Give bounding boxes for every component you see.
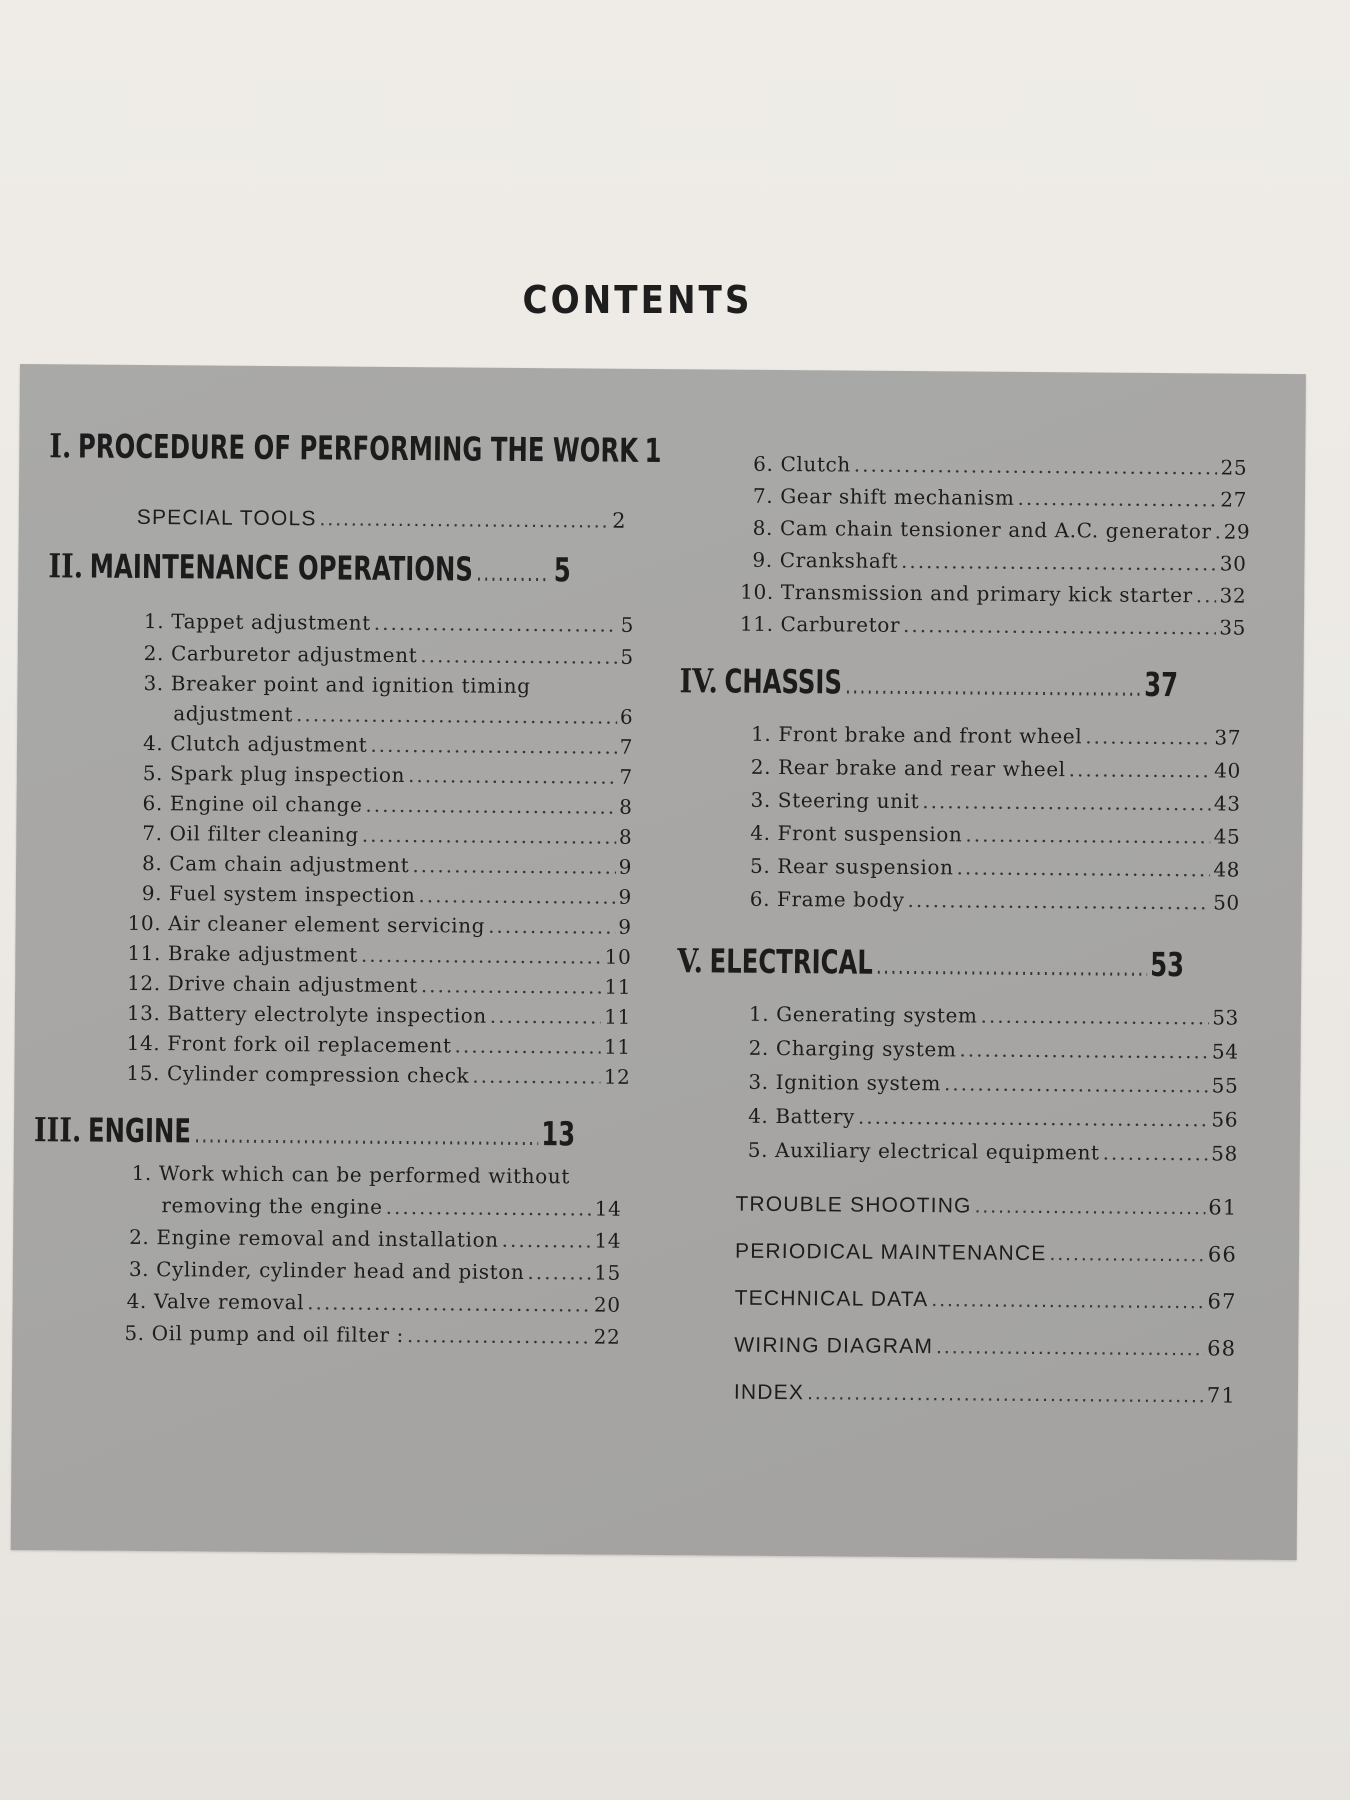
leader-dots: [845, 671, 1141, 701]
entry: [143, 731, 633, 759]
entry: [129, 1257, 621, 1285]
leader-dots: [472, 1064, 601, 1089]
section-title: ENGINE: [87, 1110, 192, 1151]
entry-number: 15.: [126, 1060, 161, 1086]
entry-number: 1.: [143, 608, 165, 634]
entry-page: 37: [1214, 725, 1242, 750]
entry-page: 56: [1211, 1107, 1239, 1132]
entry-page: 67: [1207, 1289, 1237, 1314]
entry: [128, 911, 632, 939]
section-heading-engine: [34, 1110, 575, 1153]
entry-page: 53: [1212, 1005, 1239, 1030]
entry-title: Generating system: [776, 1001, 978, 1028]
leader-dots: [876, 952, 1147, 982]
leader-dots: [296, 702, 617, 729]
entry: [127, 1289, 621, 1317]
entry-page: 40: [1214, 758, 1241, 783]
entry-title: Ignition system: [775, 1069, 942, 1096]
entry: [750, 821, 1240, 849]
leader-dots: [408, 763, 617, 789]
entry-page: 8: [618, 824, 633, 849]
leader-dots: [965, 822, 1210, 848]
leader-dots: [407, 1323, 591, 1348]
leader-dots: [488, 914, 615, 939]
entry-title: Front suspension: [777, 820, 963, 847]
entry-page: 35: [1219, 615, 1247, 640]
entry-number: 13.: [126, 1000, 161, 1026]
entry-page: 11: [604, 974, 632, 999]
entry-page: 25: [1220, 455, 1248, 480]
entry-page: 54: [1211, 1039, 1239, 1064]
entry-number: 11.: [127, 940, 162, 966]
entry: [748, 1104, 1238, 1132]
entry-page: 7: [619, 734, 634, 759]
leader-dots: [807, 1381, 1204, 1408]
entry-number: 11.: [739, 611, 774, 636]
entry-number: 7.: [752, 483, 774, 508]
leader-dots: [502, 1228, 592, 1253]
entry-title: Fuel system inspection: [169, 881, 416, 908]
entry-title: Rear suspension: [777, 853, 954, 880]
entry-number: 14.: [126, 1030, 161, 1056]
entry-title: removing the engine: [161, 1193, 383, 1219]
entry-continuation: [173, 701, 633, 729]
entry-page: 50: [1213, 890, 1240, 915]
section-numeral: I.: [49, 426, 72, 466]
entry-title: SPECIAL TOOLS: [136, 505, 317, 531]
entry-page: 45: [1213, 824, 1241, 849]
entry-page: 7: [619, 764, 633, 789]
entry-title: Tappet adjustment: [171, 609, 371, 635]
entry-page: 30: [1219, 551, 1247, 576]
entry: [127, 941, 631, 969]
leader-dots: [858, 1105, 1209, 1132]
entry-page: 11: [604, 1004, 631, 1029]
entry-number: 7.: [142, 820, 163, 846]
entry-number: 5.: [124, 1320, 145, 1346]
entry-number: 6.: [142, 790, 163, 816]
entry-number: 3.: [750, 787, 771, 812]
entry-number: 8.: [141, 850, 163, 876]
entry-number: 10.: [740, 579, 774, 604]
section-numeral: IV.: [679, 661, 719, 701]
entry: [753, 452, 1247, 480]
entry-title: Spark plug inspection: [169, 761, 406, 788]
entry: [750, 854, 1240, 882]
entry-title: Clutch: [780, 451, 851, 477]
entry-title: TECHNICAL DATA: [734, 1286, 929, 1312]
section-numeral: V.: [677, 941, 704, 981]
leader-dots: [854, 453, 1218, 480]
section-numeral: II.: [48, 546, 84, 586]
section-heading-electrical: [677, 941, 1184, 984]
entry: [142, 791, 632, 819]
entry-page: 68: [1207, 1336, 1237, 1361]
right-column: [677, 369, 1282, 1408]
leader-dots: [454, 1033, 601, 1058]
entry-number: 12.: [127, 970, 161, 996]
leader-dots: [975, 1195, 1206, 1221]
leader-dots: [386, 1195, 592, 1221]
entry-page: 11: [603, 1034, 631, 1059]
entry-page: 5: [620, 644, 634, 669]
entry-title: Front brake and front wheel: [778, 721, 1083, 749]
leader-dots: [194, 1120, 538, 1151]
entry: [749, 1036, 1239, 1064]
entry: [142, 881, 632, 909]
leader-dots: [1196, 583, 1217, 607]
entry: [740, 612, 1246, 640]
leader-dots: [307, 1290, 591, 1316]
leader-dots: [936, 1335, 1204, 1361]
section-title: CHASSIS: [724, 661, 843, 702]
entry: [143, 761, 633, 789]
entry-page: 29: [1223, 519, 1251, 544]
entry-number: 9.: [752, 547, 773, 572]
entry: [127, 971, 631, 999]
leader-dots: [412, 853, 616, 879]
entry-technical-data: [735, 1286, 1237, 1315]
entry-number: 3.: [143, 670, 164, 696]
entry-number: 10.: [127, 910, 162, 936]
entry: [740, 580, 1246, 608]
entry-number: 5.: [749, 853, 771, 878]
entry-page: 20: [593, 1292, 621, 1317]
leader-dots: [901, 549, 1217, 575]
section-heading-procedure: [49, 426, 662, 471]
entry-number: 3.: [128, 1256, 150, 1282]
leader-dots: [931, 1288, 1204, 1314]
entry: [127, 1001, 631, 1029]
entry-continuation: [161, 1193, 621, 1221]
leader-dots: [922, 789, 1211, 815]
contents-panel: [11, 364, 1306, 1560]
section-title: MAINTENANCE OPERATIONS: [89, 546, 474, 589]
entry-title: Clutch adjustment: [170, 731, 368, 757]
entry-page: 9: [618, 884, 632, 909]
entry-number: 4.: [126, 1288, 148, 1314]
leader-dots: [980, 1004, 1209, 1030]
entry-title: Breaker point and ignition timing: [170, 671, 531, 699]
entry-title: Transmission and primary kick starter: [780, 579, 1193, 608]
entry: [144, 641, 634, 669]
leader-dots: [1049, 1242, 1205, 1267]
entry-page: 43: [1213, 791, 1241, 816]
entry-number: 2.: [750, 754, 772, 779]
left-column: [33, 364, 662, 1349]
entry-title: PERIODICAL MAINTENANCE: [734, 1239, 1047, 1266]
leader-dots: [418, 883, 615, 909]
entry-title: Oil pump and oil filter :: [151, 1321, 404, 1348]
entry-page: 55: [1211, 1073, 1239, 1098]
leader-dots: [1085, 724, 1211, 749]
entry: [750, 887, 1240, 915]
leader-dots: [365, 793, 616, 819]
entry-title: adjustment: [173, 701, 294, 727]
entry-number: 9.: [141, 880, 163, 906]
entry-number: 1.: [748, 1001, 770, 1026]
entry-title: WIRING DIAGRAM: [734, 1333, 934, 1359]
entry-page: 14: [594, 1196, 622, 1221]
entry-page: 27: [1220, 487, 1248, 512]
leader-dots: [476, 559, 551, 588]
entry-number: 6.: [753, 451, 774, 476]
leader-dots: [903, 613, 1216, 639]
entry-number: 5.: [142, 760, 164, 786]
leader-dots: [956, 855, 1210, 881]
entry-title: Carburetor: [780, 611, 901, 637]
leader-dots: [361, 943, 602, 969]
leader-dots: [1215, 519, 1221, 543]
entry: [749, 1002, 1239, 1030]
entry: [127, 1031, 631, 1059]
section-numeral: III.: [33, 1110, 82, 1150]
entry-page: 8: [619, 794, 633, 819]
entry-index: [734, 1380, 1236, 1409]
entry: [143, 671, 633, 699]
leader-dots: [527, 1260, 591, 1285]
entry-title: Oil filter cleaning: [169, 821, 359, 847]
entry: [142, 851, 632, 879]
leader-dots: [490, 1004, 602, 1029]
entry-number: 5.: [747, 1137, 769, 1162]
leader-dots: [1103, 1141, 1209, 1166]
leader-dots: [959, 1037, 1209, 1063]
entry-page: 22: [593, 1324, 621, 1349]
entry: [142, 821, 632, 849]
entry-page: 58: [1211, 1141, 1238, 1166]
entry-number: 4.: [748, 1103, 769, 1128]
entry-number: 6.: [749, 886, 771, 911]
entry-title: INDEX: [733, 1380, 805, 1405]
entry-number: 2.: [129, 1224, 150, 1250]
entry-number: 4.: [142, 730, 164, 756]
entry-number: 2.: [748, 1035, 770, 1060]
entry-title: Work which can be performed without: [158, 1161, 571, 1189]
entry: [748, 1070, 1238, 1098]
leader-dots: [907, 888, 1210, 914]
entry-title: Battery electrolyte inspection: [167, 1001, 487, 1028]
entry: [129, 1225, 621, 1253]
entry-page: 14: [594, 1228, 622, 1253]
leader-dots: [944, 1071, 1209, 1097]
entry: [751, 755, 1241, 783]
entry: [753, 484, 1247, 512]
leader-dots: [374, 611, 618, 637]
leader-dots: [1069, 757, 1212, 782]
section-page: 1: [644, 430, 662, 471]
entry-title: Cylinder, cylinder head and piston: [156, 1257, 525, 1284]
entry-title: Engine oil change: [169, 791, 363, 817]
entry-title: Crankshaft: [779, 547, 899, 573]
leader-dots: [421, 973, 602, 998]
section-page: 5: [553, 550, 571, 590]
entry-title: Cylinder compression check: [166, 1061, 470, 1088]
entry-page: 5: [620, 612, 635, 637]
section-page: 13: [541, 1114, 576, 1154]
entry-page: 32: [1219, 583, 1247, 608]
section-page: 53: [1150, 944, 1185, 985]
entry-title: Carburetor adjustment: [170, 641, 418, 668]
entry-number: 4.: [750, 820, 771, 845]
entry-title: Air cleaner element servicing: [168, 911, 486, 938]
entry: [144, 609, 634, 637]
entry-number: 1.: [131, 1160, 153, 1186]
entry-number: 3.: [748, 1069, 769, 1094]
entry: [751, 788, 1241, 816]
entry-number: 1.: [751, 721, 772, 746]
leader-dots: [1017, 486, 1217, 512]
entry-title: Steering unit: [777, 787, 920, 814]
section-page: 37: [1144, 664, 1179, 705]
entry-page: 2: [612, 508, 627, 533]
entry-title: Brake adjustment: [167, 941, 358, 967]
entry: [751, 722, 1241, 750]
entry-title: Rear brake and rear wheel: [778, 754, 1066, 782]
entry-page: 6: [619, 704, 634, 729]
section-title: ELECTRICAL: [709, 941, 874, 982]
section-heading-chassis: [679, 661, 1178, 704]
entry-title: Charging system: [775, 1035, 957, 1062]
entry-page: 61: [1208, 1195, 1238, 1220]
leader-dots: [319, 507, 609, 533]
entry-title: Auxiliary electrical equipment: [775, 1137, 1100, 1165]
entry-number: 8.: [752, 515, 774, 540]
leader-dots: [420, 643, 617, 669]
leader-dots: [370, 733, 616, 759]
entry-title: Cam chain tensioner and A.C. generator: [779, 515, 1212, 544]
page-title: CONTENTS: [522, 278, 753, 322]
entry: [748, 1138, 1238, 1166]
entry-title: Valve removal: [153, 1289, 305, 1315]
entry-title: Gear shift mechanism: [780, 483, 1015, 510]
section-heading-maintenance: [48, 546, 571, 589]
entry-title: TROUBLE SHOOTING: [735, 1192, 972, 1218]
entry-special-tools: [137, 505, 627, 534]
entry: [752, 548, 1246, 576]
entry-page: 9: [618, 854, 633, 879]
entry-title: Frame body: [776, 886, 905, 912]
entry-page: 48: [1213, 857, 1241, 882]
entry: [752, 515, 1251, 544]
entry-trouble-shooting: [735, 1192, 1237, 1221]
entry-page: 71: [1206, 1383, 1237, 1408]
entry: [126, 1061, 630, 1089]
entry-page: 66: [1207, 1242, 1238, 1267]
entry-title: Cam chain adjustment: [169, 851, 410, 878]
entry: [132, 1161, 622, 1189]
entry-page: 10: [604, 944, 632, 969]
entry-number: 2.: [143, 640, 165, 666]
entry-page: 15: [594, 1260, 621, 1285]
entry: [124, 1321, 620, 1349]
entry-periodical-maintenance: [735, 1239, 1237, 1268]
section-title: PROCEDURE OF PERFORMING THE WORK: [77, 426, 639, 470]
entry-wiring-diagram: [734, 1333, 1236, 1362]
entry-page: 9: [618, 914, 632, 939]
entry-title: Front fork oil replacement: [167, 1031, 452, 1058]
entry-title: Drive chain adjustment: [167, 971, 418, 998]
entry-title: Battery: [775, 1103, 856, 1129]
leader-dots: [362, 823, 616, 849]
entry-page: 12: [603, 1064, 631, 1089]
entry-title: Engine removal and installation: [156, 1225, 499, 1252]
